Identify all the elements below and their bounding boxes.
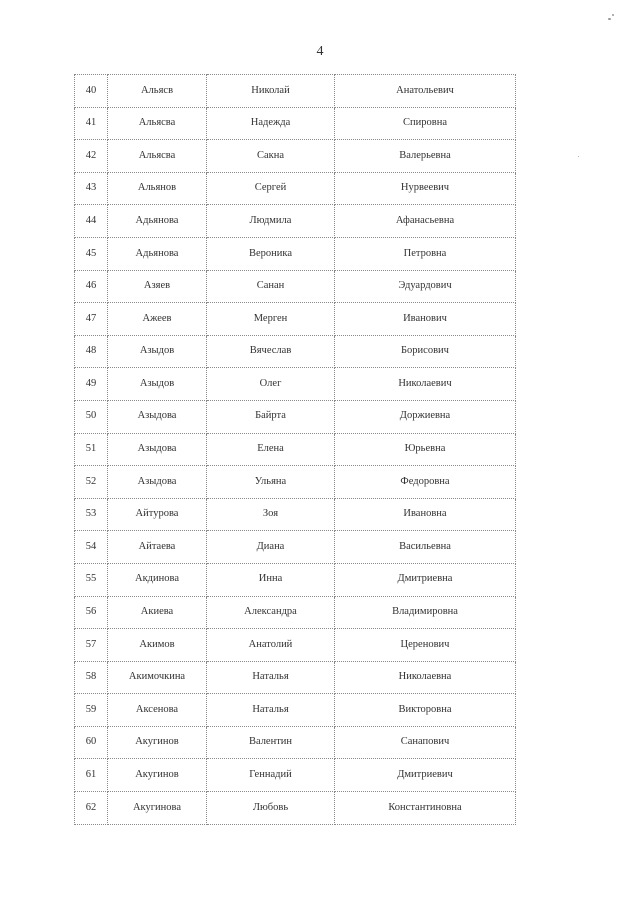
- patronymic-cell: Юрьевна: [335, 433, 516, 466]
- patronymic-cell: Эдуардович: [335, 270, 516, 303]
- last-name-cell: Айтаева: [108, 531, 207, 564]
- first-name-cell: Сергей: [207, 172, 335, 205]
- row-number-cell: 47: [75, 303, 108, 336]
- first-name-cell: Инна: [207, 563, 335, 596]
- last-name-cell: Акдинова: [108, 563, 207, 596]
- last-name-cell: Айтурова: [108, 498, 207, 531]
- patronymic-cell: Анатольевич: [335, 75, 516, 108]
- patronymic-cell: Санапович: [335, 726, 516, 759]
- patronymic-cell: Петровна: [335, 237, 516, 270]
- table-row: [75, 75, 516, 108]
- row-number-cell: 46: [75, 270, 108, 303]
- scan-speck: [612, 14, 614, 16]
- first-name-cell: Вероника: [207, 237, 335, 270]
- patronymic-cell: Церенович: [335, 629, 516, 662]
- patronymic-cell: Викторовна: [335, 694, 516, 727]
- last-name-cell: Азыдов: [108, 368, 207, 401]
- last-name-cell: Альясва: [108, 140, 207, 173]
- last-name-cell: Азяев: [108, 270, 207, 303]
- patronymic-cell: Дмитриевич: [335, 759, 516, 792]
- patronymic-cell: Николаевич: [335, 368, 516, 401]
- patronymic-cell: Константиновна: [335, 792, 516, 825]
- first-name-cell: Вячеслав: [207, 335, 335, 368]
- row-number-cell: 54: [75, 531, 108, 564]
- last-name-cell: Акиева: [108, 596, 207, 629]
- row-number-cell: 61: [75, 759, 108, 792]
- table-row: [75, 400, 516, 433]
- row-number-cell: 57: [75, 629, 108, 662]
- row-number-cell: 56: [75, 596, 108, 629]
- table-row: [75, 335, 516, 368]
- first-name-cell: Александра: [207, 596, 335, 629]
- row-number-cell: 52: [75, 466, 108, 499]
- table-row: [75, 270, 516, 303]
- first-name-cell: Диана: [207, 531, 335, 564]
- row-number-cell: 45: [75, 237, 108, 270]
- patronymic-cell: Валерьевна: [335, 140, 516, 173]
- first-name-cell: Мерген: [207, 303, 335, 336]
- row-number-cell: 42: [75, 140, 108, 173]
- row-number-cell: 53: [75, 498, 108, 531]
- first-name-cell: Байрта: [207, 400, 335, 433]
- row-number-cell: 55: [75, 563, 108, 596]
- first-name-cell: Зоя: [207, 498, 335, 531]
- last-name-cell: Акимов: [108, 629, 207, 662]
- first-name-cell: Сакна: [207, 140, 335, 173]
- table-row: [75, 107, 516, 140]
- patronymic-cell: Иванович: [335, 303, 516, 336]
- table-row: [75, 759, 516, 792]
- first-name-cell: Любовь: [207, 792, 335, 825]
- last-name-cell: Аксенова: [108, 694, 207, 727]
- first-name-cell: Николай: [207, 75, 335, 108]
- last-name-cell: Азыдова: [108, 400, 207, 433]
- table-row: [75, 368, 516, 401]
- table-row: [75, 792, 516, 825]
- first-name-cell: Геннадий: [207, 759, 335, 792]
- names-table: [74, 74, 516, 825]
- patronymic-cell: Федоровна: [335, 466, 516, 499]
- table-row: [75, 466, 516, 499]
- row-number-cell: 62: [75, 792, 108, 825]
- row-number-cell: 58: [75, 661, 108, 694]
- patronymic-cell: Ивановна: [335, 498, 516, 531]
- table-row: [75, 205, 516, 238]
- table-row: [75, 172, 516, 205]
- table-row: [75, 629, 516, 662]
- table-row: [75, 694, 516, 727]
- table-row: [75, 498, 516, 531]
- patronymic-cell: Нурвеевич: [335, 172, 516, 205]
- row-number-cell: 50: [75, 400, 108, 433]
- last-name-cell: Азыдова: [108, 433, 207, 466]
- last-name-cell: Альянов: [108, 172, 207, 205]
- scan-speck: [578, 156, 579, 157]
- row-number-cell: 59: [75, 694, 108, 727]
- patronymic-cell: Васильевна: [335, 531, 516, 564]
- names-table-body: [75, 75, 516, 825]
- patronymic-cell: Борисович: [335, 335, 516, 368]
- row-number-cell: 40: [75, 75, 108, 108]
- table-row: [75, 303, 516, 336]
- first-name-cell: Ульяна: [207, 466, 335, 499]
- patronymic-cell: Владимировна: [335, 596, 516, 629]
- first-name-cell: Надежда: [207, 107, 335, 140]
- first-name-cell: Анатолий: [207, 629, 335, 662]
- table-row: [75, 596, 516, 629]
- last-name-cell: Акугинова: [108, 792, 207, 825]
- first-name-cell: Олег: [207, 368, 335, 401]
- patronymic-cell: Николаевна: [335, 661, 516, 694]
- patronymic-cell: Доржиевна: [335, 400, 516, 433]
- row-number-cell: 43: [75, 172, 108, 205]
- row-number-cell: 51: [75, 433, 108, 466]
- first-name-cell: Валентин: [207, 726, 335, 759]
- last-name-cell: Альясв: [108, 75, 207, 108]
- last-name-cell: Акугинов: [108, 759, 207, 792]
- table-row: [75, 140, 516, 173]
- row-number-cell: 49: [75, 368, 108, 401]
- table-row: [75, 563, 516, 596]
- page-number: 4: [316, 44, 324, 59]
- first-name-cell: Санан: [207, 270, 335, 303]
- patronymic-cell: Дмитриевна: [335, 563, 516, 596]
- table-row: [75, 433, 516, 466]
- last-name-cell: Ажеев: [108, 303, 207, 336]
- first-name-cell: Людмила: [207, 205, 335, 238]
- last-name-cell: Адьянова: [108, 237, 207, 270]
- last-name-cell: Акугинов: [108, 726, 207, 759]
- table-row: [75, 726, 516, 759]
- first-name-cell: Наталья: [207, 661, 335, 694]
- last-name-cell: Акимочкина: [108, 661, 207, 694]
- first-name-cell: Наталья: [207, 694, 335, 727]
- row-number-cell: 44: [75, 205, 108, 238]
- row-number-cell: 60: [75, 726, 108, 759]
- first-name-cell: Елена: [207, 433, 335, 466]
- row-number-cell: 48: [75, 335, 108, 368]
- table-row: [75, 661, 516, 694]
- table-row: [75, 531, 516, 564]
- patronymic-cell: Афанасьевна: [335, 205, 516, 238]
- table-row: [75, 237, 516, 270]
- last-name-cell: Азыдова: [108, 466, 207, 499]
- patronymic-cell: Спировна: [335, 107, 516, 140]
- last-name-cell: Альясва: [108, 107, 207, 140]
- row-number-cell: 41: [75, 107, 108, 140]
- last-name-cell: Адьянова: [108, 205, 207, 238]
- last-name-cell: Азыдов: [108, 335, 207, 368]
- scan-speck: [608, 18, 611, 20]
